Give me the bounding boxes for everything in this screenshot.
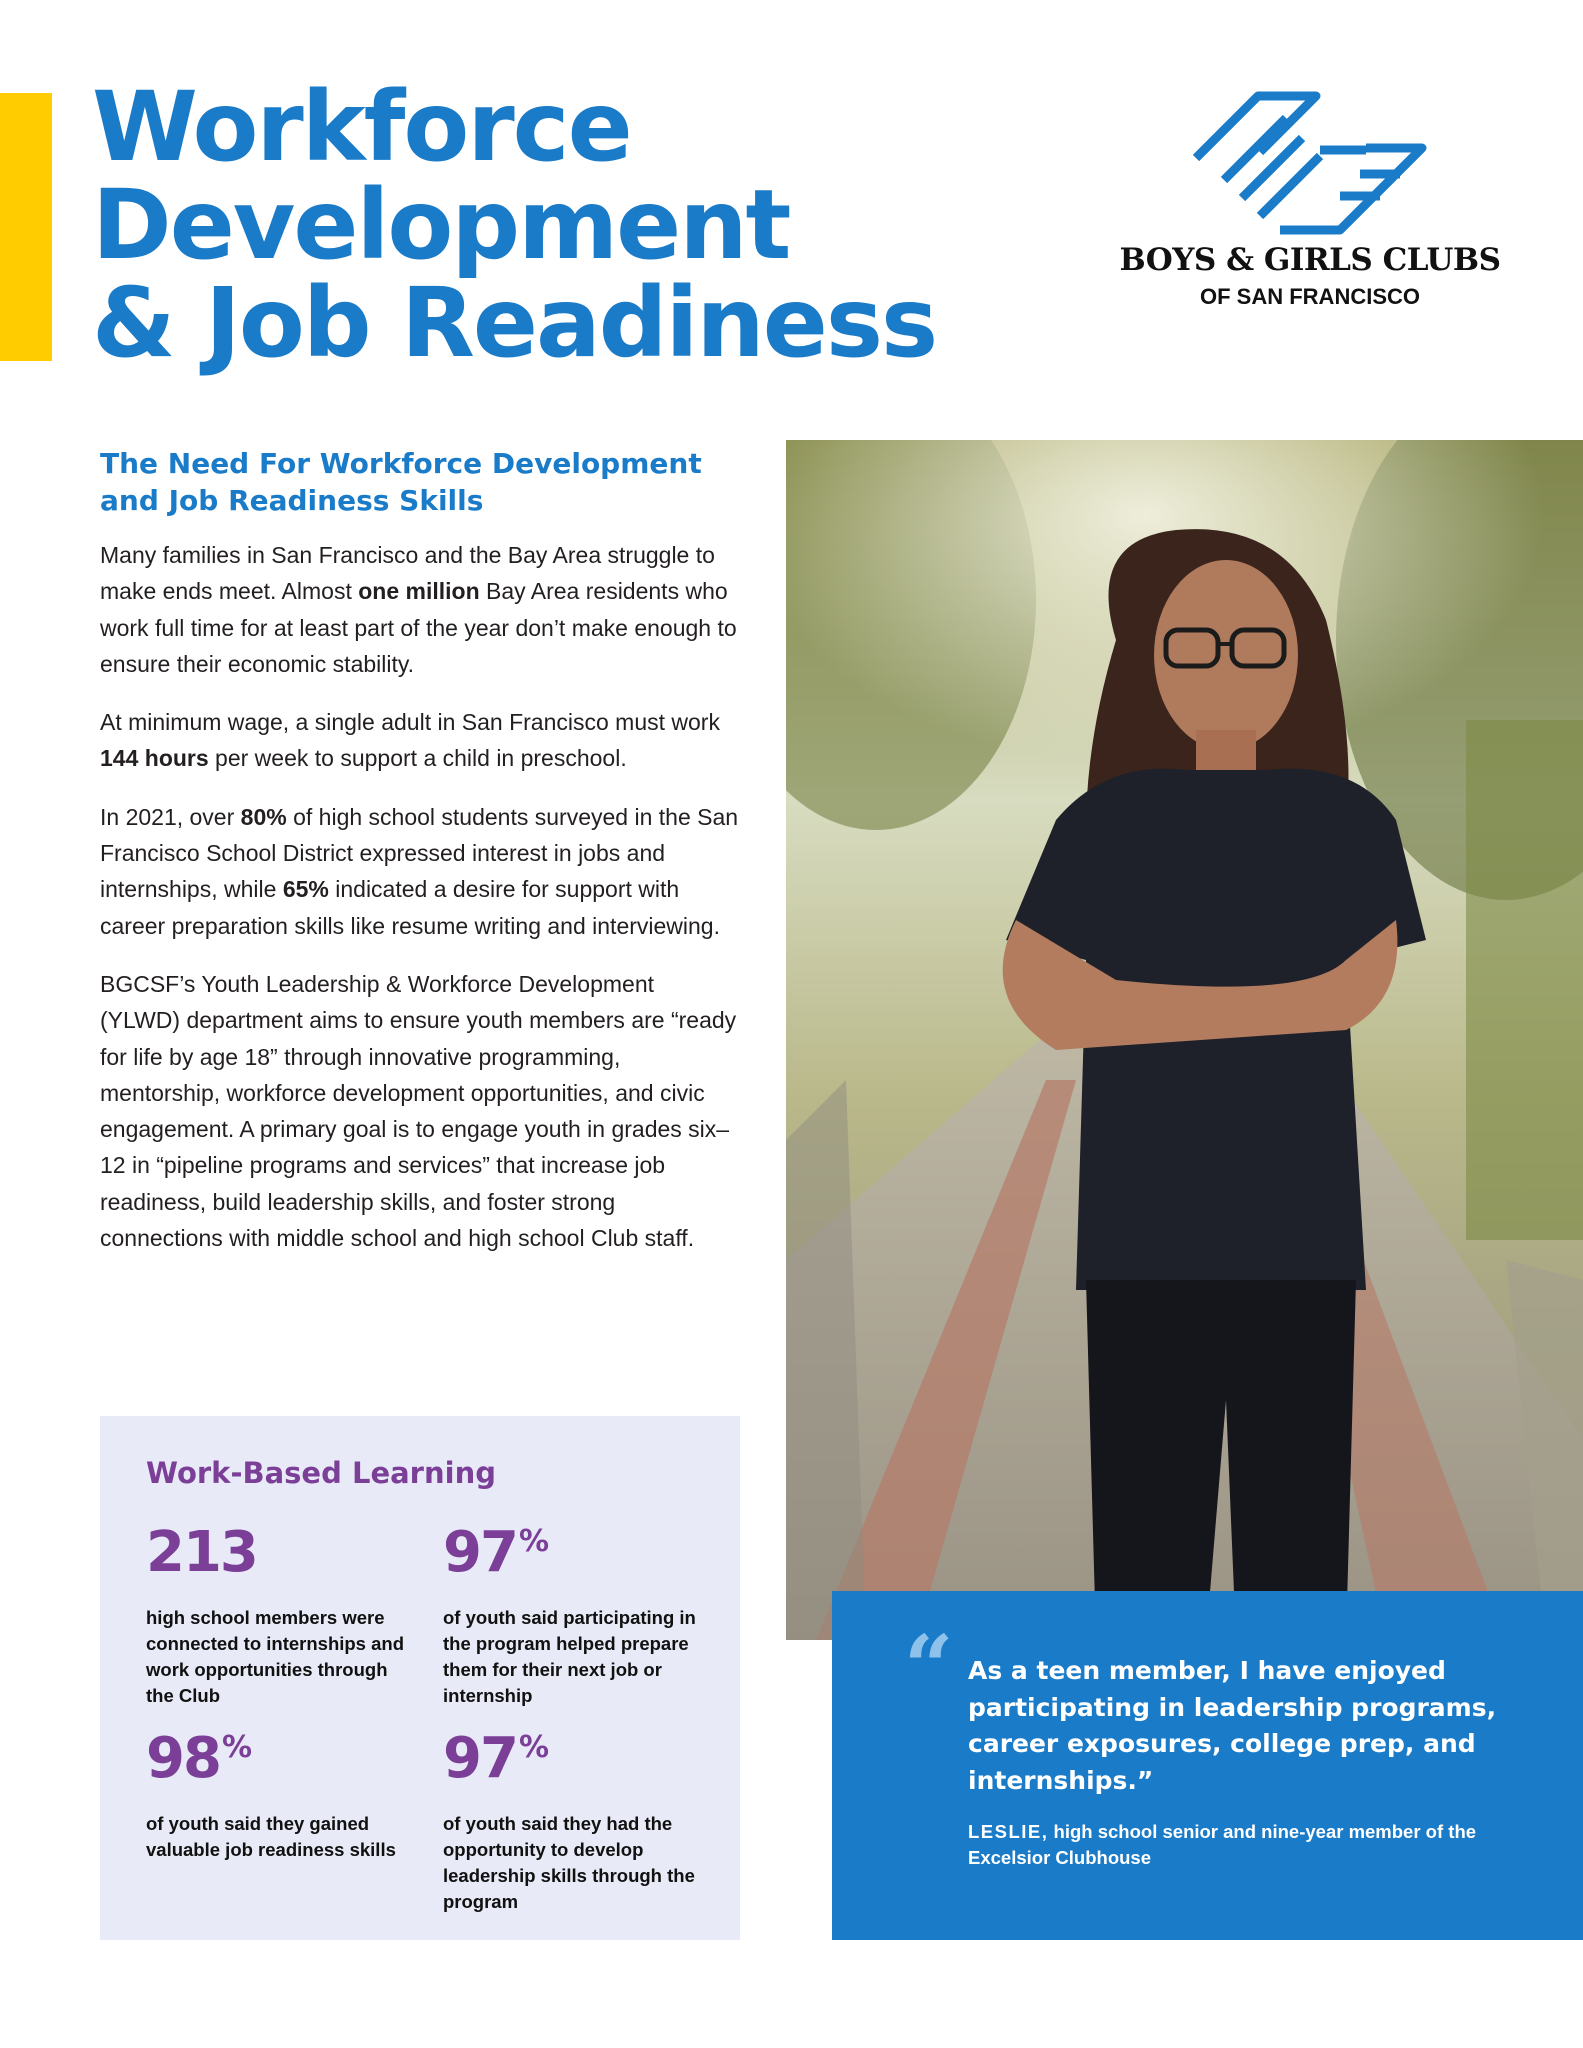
need-heading-line-1: The Need For Workforce Development bbox=[100, 447, 702, 480]
stat-item bbox=[146, 1718, 416, 1863]
stat-suffix: % bbox=[221, 1730, 252, 1765]
accent-bar bbox=[0, 93, 52, 361]
stat-value: 98 bbox=[146, 1726, 220, 1791]
stat-description: of youth said they had the opportunity to develop leadership skills through the program bbox=[443, 1813, 695, 1912]
p3-bold-1: 80% bbox=[240, 803, 287, 830]
quote-mark-icon: “ bbox=[904, 1617, 954, 1718]
testimonial-quote-box bbox=[832, 1591, 1583, 1940]
stats-heading: Work-Based Learning bbox=[146, 1456, 496, 1490]
stat-number bbox=[443, 1718, 713, 1789]
stat-item bbox=[443, 1718, 713, 1915]
need-section-body bbox=[100, 537, 740, 1278]
p3-text-b: of high school students surveyed in the San Francisco School District expressed interest in jobs and internships, while bbox=[100, 803, 739, 903]
quote-attribution-detail: high school senior and nine-year member of the Excelsior Clubhouse bbox=[968, 1821, 1477, 1868]
p3-text-c: indicated a desire for support with career preparation skills like resume writing and interviewing. bbox=[100, 876, 720, 939]
p1-text-a: Many families in San Francisco and the Bay Area struggle to make ends meet. Almost bbox=[100, 542, 715, 605]
p2-bold: 144 hours bbox=[100, 745, 209, 772]
stat-description: of youth said participating in the program helped prepare them for their next job or internship bbox=[443, 1607, 696, 1706]
title-line-2: Development bbox=[92, 169, 790, 281]
stat-number bbox=[443, 1512, 713, 1583]
paragraph-economic-stability bbox=[100, 537, 740, 682]
stat-value: 97 bbox=[443, 1520, 517, 1585]
logo-org-name: BOYS & GIRLS CLUBS bbox=[1119, 242, 1501, 278]
p3-bold-2: 65% bbox=[282, 876, 329, 903]
p2-text-a: At minimum wage, a single adult in San Francisco must work bbox=[100, 709, 720, 736]
stat-description: high school members were connected to internships and work opportunities through the Club bbox=[146, 1607, 404, 1706]
stat-suffix: % bbox=[518, 1524, 549, 1559]
paragraph-ylwd: BGCSF’s Youth Leadership & Workforce Development (YLWD) department aims to ensure youth members are “ready for life by age 18” through innovative programming, mentorship, workforce development opportunities, and civic engagement. A primary goal is to engage youth in grades six–12 in “pipeline programs and services” that increase job readiness, build leadership skills, and foster strong connections with middle school and high school Club staff. bbox=[100, 970, 737, 1252]
p3-text-a: In 2021, over bbox=[100, 803, 241, 830]
quote-attribution bbox=[968, 1819, 1528, 1871]
stat-value: 97 bbox=[443, 1726, 517, 1791]
stat-suffix: % bbox=[518, 1730, 549, 1765]
stat-number bbox=[146, 1718, 416, 1789]
logo-org-subtitle: OF SAN FRANCISCO bbox=[1200, 284, 1420, 309]
need-section-heading bbox=[100, 445, 740, 519]
quote-text: As a teen member, I have enjoyed participating in leadership programs, career exposures, college prep, and internships.” bbox=[968, 1656, 1497, 1795]
bgcsf-logo bbox=[1110, 90, 1510, 320]
member-portrait-photo bbox=[786, 440, 1583, 1640]
stat-number bbox=[146, 1512, 416, 1583]
paragraph-minimum-wage bbox=[100, 704, 740, 777]
need-heading-line-2: and Job Readiness Skills bbox=[100, 484, 484, 517]
p1-bold: one million bbox=[358, 578, 480, 605]
page-title bbox=[92, 71, 937, 379]
p1-text-b: Bay Area residents who work full time for at least part of the year don’t make enough to ensure their economic stability. bbox=[100, 578, 737, 677]
title-line-3: & Job Readiness bbox=[92, 267, 937, 379]
stat-description: of youth said they gained valuable job readiness skills bbox=[146, 1813, 396, 1860]
work-based-learning-panel bbox=[100, 1416, 740, 1940]
p2-text-b: per week to support a child in preschool. bbox=[208, 745, 627, 772]
paragraph-survey bbox=[100, 799, 740, 944]
stat-value: 213 bbox=[146, 1520, 257, 1585]
quote-attribution-name: LESLIE, bbox=[968, 1821, 1049, 1842]
clasped-hands-logo-icon bbox=[1190, 90, 1430, 240]
title-line-1: Workforce bbox=[92, 71, 631, 183]
stat-item bbox=[146, 1512, 416, 1709]
stat-item bbox=[443, 1512, 713, 1709]
